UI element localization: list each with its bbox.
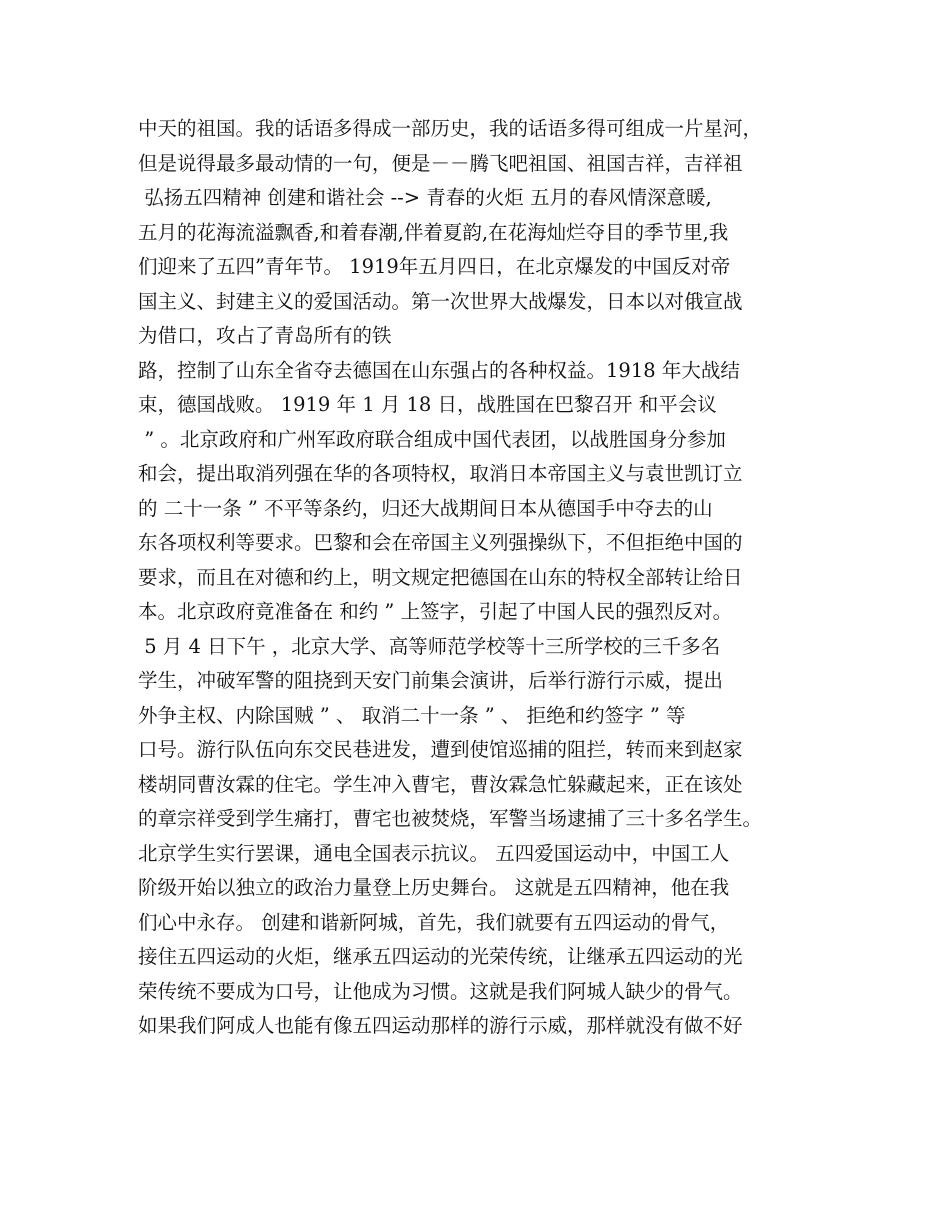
text-line: 弘扬五四精神 创建和谐社会 --> 青春的火炬 五月的春风情深意暖, <box>138 186 712 209</box>
text-line: 为借口，攻占了青岛所有的铁 <box>138 324 392 347</box>
text-line: 荣传统不要成为口号，让他成为习惯。这就是我们阿城人缺少的骨气。 <box>138 979 743 1003</box>
text-line: 楼胡同曹汝霖的住宅。学生冲入曹宅，曹汝霖急忙躲藏起来，正在该处 <box>138 772 743 796</box>
text-line: 接住五四运动的火炬，继承五四运动的光荣传统，让继承五四运动的光 <box>138 945 743 968</box>
text-line: 东各项权利等要求。巴黎和会在帝国主义列强操纵下，不但拒绝中国的 <box>138 531 743 554</box>
text-line: ” 。北京政府和广州军政府联合组成中国代表团，以战胜国身分参加 <box>138 427 726 451</box>
text-line: 五月的花海流溢飘香,和着春潮,伴着夏韵,在花海灿烂夺目的季节里,我 <box>138 220 729 244</box>
text-line: 路，控制了山东全省夺去德国在山东强占的各种权益。1918 年大战结 <box>138 358 740 382</box>
text-line: 本。北京政府竟准备在 和约 ” 上签字，引起了中国人民的强烈反对。 <box>138 600 733 623</box>
text-line: 学生，冲破军警的阻挠到天安门前集会演讲，后举行游行示威，提出 <box>138 669 724 692</box>
text-line: 国主义、封建主义的爱国活动。第一次世界大战爆发，日本以对俄宣战 <box>138 289 743 313</box>
text-line: 的章宗祥受到学生痛打，曹宅也被焚烧，军警当场逮捕了三十多名学生。 <box>138 807 763 830</box>
text-line: 和会，提出取消列强在华的各项特权，取消日本帝国主义与袁世凯订立 <box>138 462 743 485</box>
text-line: 要求，而且在对德和约上，明文规定把德国在山东的特权全部转让给日 <box>138 565 743 589</box>
body-text <box>138 112 828 1044</box>
text-line: 北京学生实行罢课，通电全国表示抗议。 五四爱国运动中，中国工人 <box>138 841 730 865</box>
text-line: 口号。游行队伍向东交民巷进发，遭到使馆巡捕的阻拦，转而来到赵家 <box>138 738 743 761</box>
text-line: 5 月 4 日下午 ，北京大学、高等师范学校等十三所学校的三千多名 <box>138 634 721 658</box>
text-line: 们迎来了五四”青年节。 1919年五月四日，在北京爆发的中国反对帝 <box>138 255 731 278</box>
text-line: 阶级开始以独立的政治力量登上历史舞台。 这就是五四精神，他在我 <box>138 876 730 899</box>
text-line: 们心中永存。 创建和谐新阿城，首先，我们就要有五四运动的骨气， <box>138 910 730 934</box>
text-line: 的 二十一条 ” 不平等条约，归还大战期间日本从德国手中夺去的山 <box>138 496 713 520</box>
text-line: 束，德国战败。 1919 年 1 月 18 日，战胜国在巴黎召开 和平会议 <box>138 393 717 416</box>
text-line: 如果我们阿成人也能有像五四运动那样的游行示威，那样就没有做不好 <box>138 1014 743 1037</box>
text-line: 中天的祖国。我的话语多得成一部历史，我的话语多得可组成一片星河， <box>138 117 763 140</box>
text-line: 但是说得最多最动情的一句，便是－－腾飞吧祖国、祖国吉祥，吉祥祖 <box>138 151 743 175</box>
text-line: 外争主权、内除国贼 ” 、 取消二十一条 ” 、 拒绝和约签字 ” 等 <box>138 703 686 727</box>
